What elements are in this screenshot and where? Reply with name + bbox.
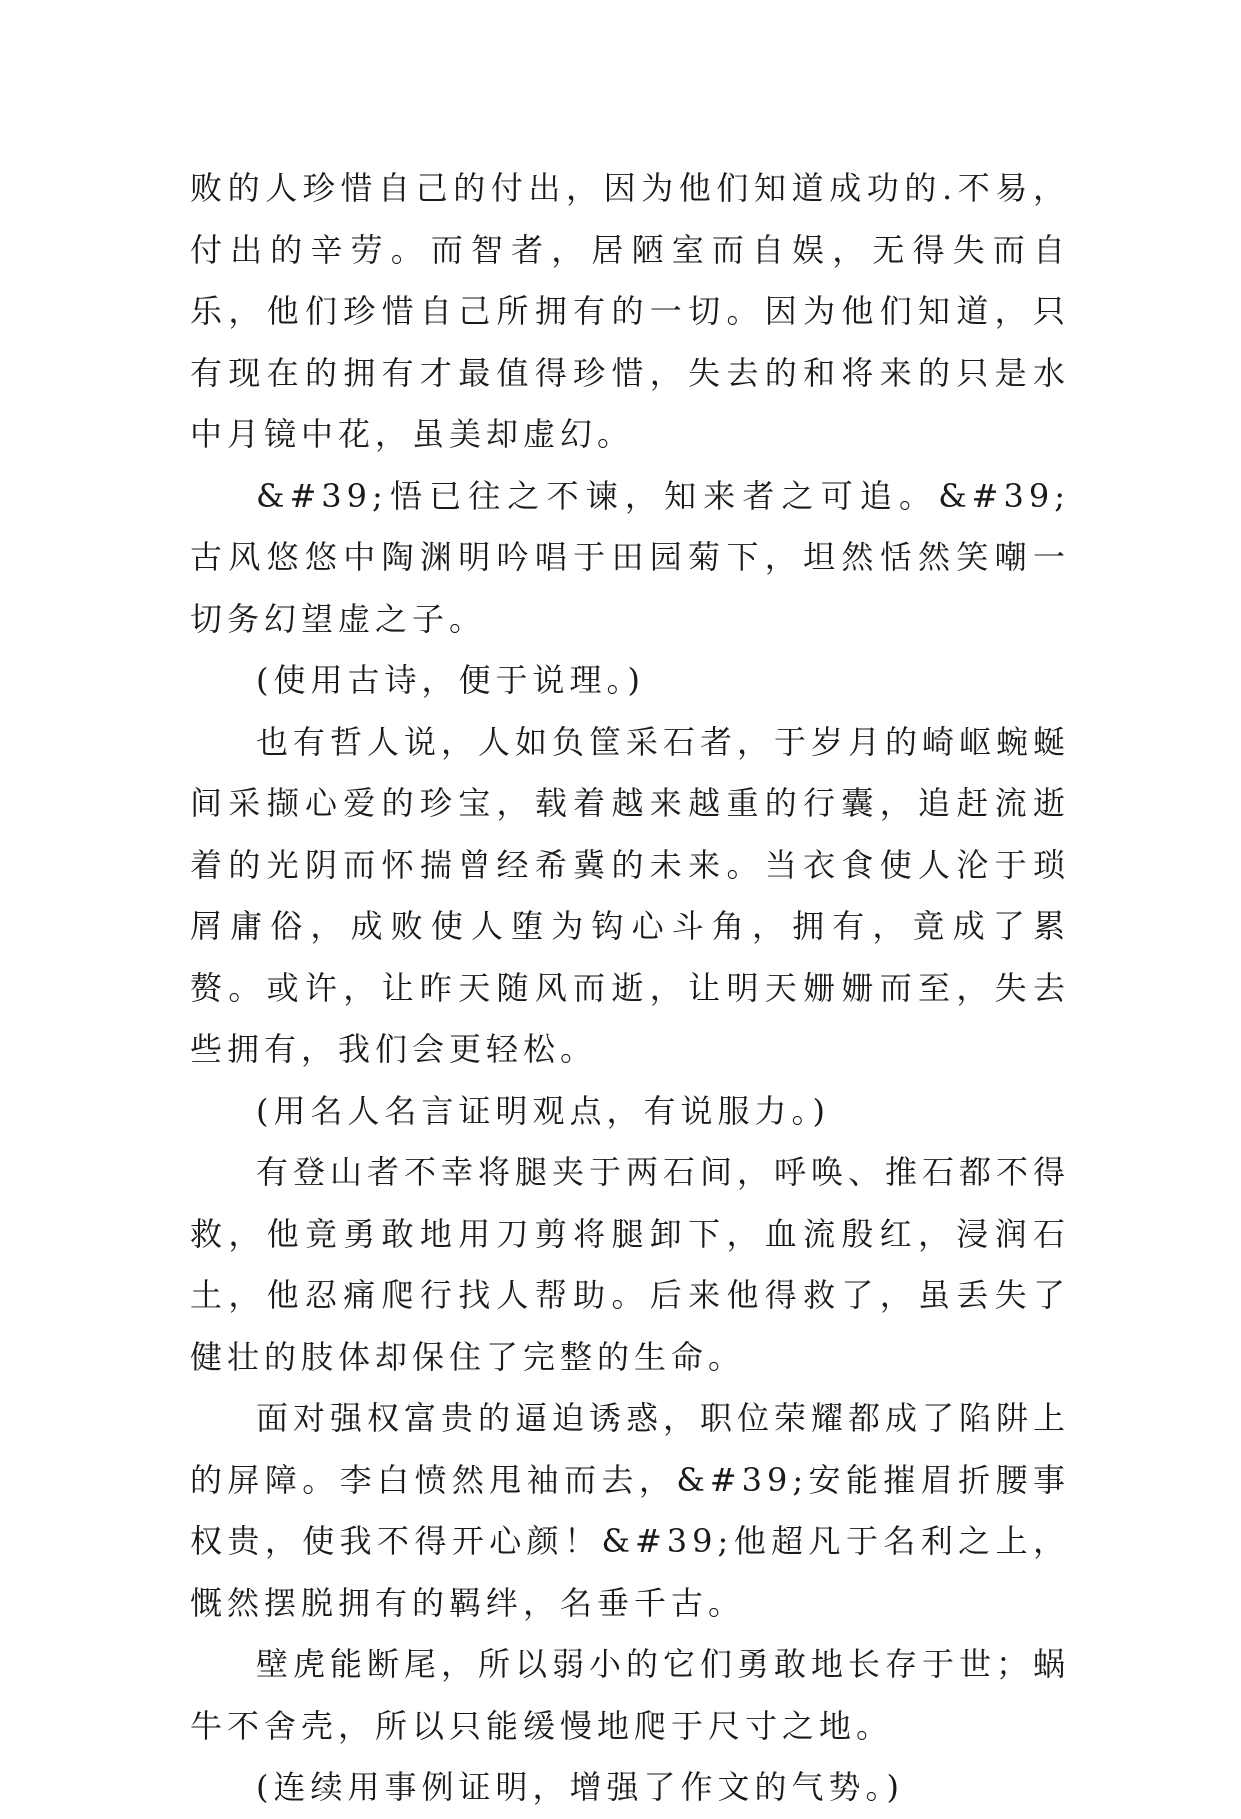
paragraph-9-annotation: (连续用事例证明，增强了作文的气势。) [256,1768,904,1806]
paragraph-4: 也有哲人说，人如负筐采石者，于岁月的崎岖蜿蜒间采撷心爱的珍宝，载着越来越重的行囊，追赶流逝着的光阴而怀揣曾经希冀的未来。当衣食使人沦于琐屑庸俗，成败使人堕为钩心斗角，拥有，竟成了累赘。或许，让昨天随风而逝，让明天姗姗而至，失去些拥有，我们会更轻松。 [190,722,1071,1068]
paragraph-1: 败的人珍惜自己的付出，因为他们知道成功的.不易，付出的辛劳。而智者，居陋室而自娱，无得失而自乐，他们珍惜自己所拥有的一切。因为他们知道，只有现在的拥有才最值得珍惜，失去的和将来的只是水中月镜中花，虽美却虚幻。 [190,169,1070,453]
document-body [190,158,1070,1819]
paragraph-8: 壁虎能断尾，所以弱小的它们勇敢地长存于世；蜗牛不舍壳，所以只能缓慢地爬于尺寸之地。 [190,1645,1071,1745]
paragraph-3-annotation: (使用古诗，便于说理。) [256,661,645,699]
paragraph-6: 有登山者不幸将腿夹于两石间，呼唤、推石都不得救，他竟勇敢地用刀剪将腿卸下，血流殷红，浸润石土，他忍痛爬行找人帮助。后来他得救了，虽丢失了健壮的肢体却保住了完整的生命。 [190,1153,1071,1376]
paragraph-5-annotation: (用名人名言证明观点，有说服力。) [256,1091,830,1130]
paragraph-7: 面对强权富贵的逼迫诱惑，职位荣耀都成了陷阱上的屏障。李白愤然甩袖而去，&#39;安能摧眉折腰事权贵，使我不得开心颜！&#39;他超凡于名利之上，慨然摆脱拥有的羁绊，名垂千古。 [190,1399,1071,1622]
paragraph-2: &#39;悟已往之不谏，知来者之可追。&#39;古风悠悠中陶渊明吟唱于田园菊下，坦然恬然笑嘲一切务幻望虚之子。 [190,476,1070,638]
